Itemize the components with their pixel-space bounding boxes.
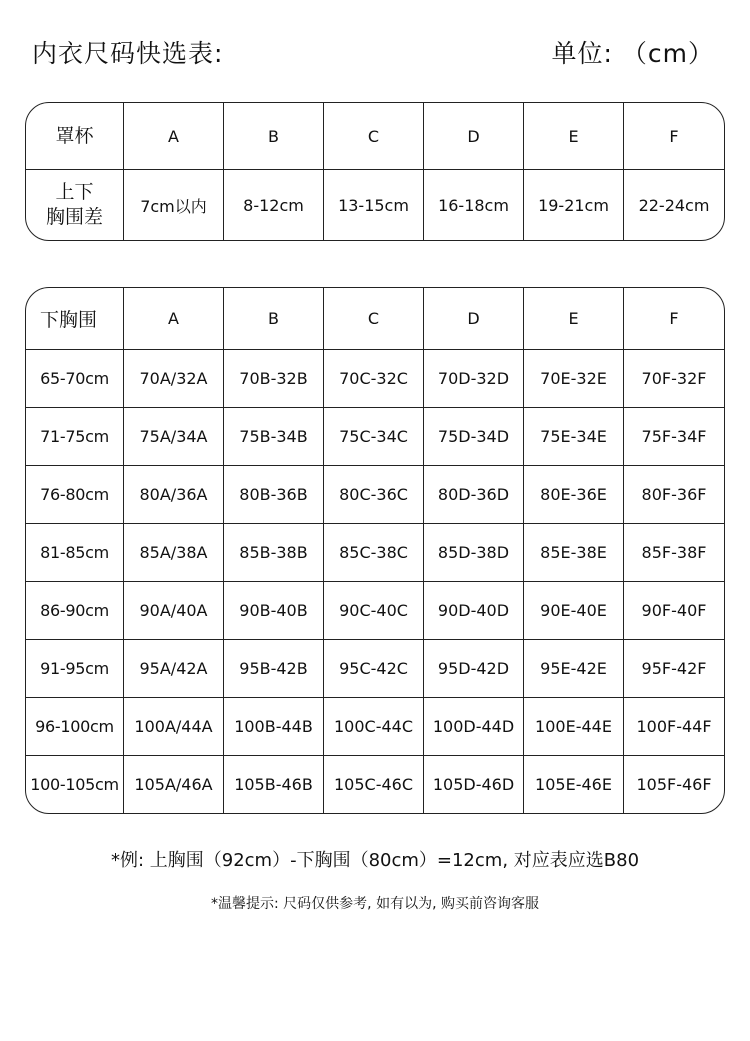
table-row <box>26 524 724 582</box>
size-cell: 105E-46E <box>524 756 624 813</box>
size-cell: 95F-42F <box>624 640 724 698</box>
size-cell: 80D-36D <box>424 466 524 524</box>
size-cell: 105B-46B <box>224 756 324 813</box>
cup-column-header: E <box>524 288 624 350</box>
cup-difference-table <box>25 102 725 241</box>
table-row <box>26 582 724 640</box>
size-cell: 105D-46D <box>424 756 524 813</box>
band-cell: 86-90cm <box>26 582 124 640</box>
band-cell: 76-80cm <box>26 466 124 524</box>
difference-cell: 7cm以内 <box>124 170 224 240</box>
page-title: 内衣尺码快选表: <box>32 39 224 68</box>
band-cell: 71-75cm <box>26 408 124 466</box>
size-cell: 95B-42B <box>224 640 324 698</box>
size-cell: 80A/36A <box>124 466 224 524</box>
size-cell: 75C-34C <box>324 408 424 466</box>
size-cell: 70D-32D <box>424 350 524 408</box>
size-cell: 105A/46A <box>124 756 224 813</box>
cup-column-header: A <box>124 288 224 350</box>
size-cell: 85B-38B <box>224 524 324 582</box>
size-cell: 75A/34A <box>124 408 224 466</box>
size-cell: 105C-46C <box>324 756 424 813</box>
cup-column-header: C <box>324 288 424 350</box>
size-cell: 100A/44A <box>124 698 224 756</box>
size-cell: 85E-38E <box>524 524 624 582</box>
cup-column-header: B <box>224 288 324 350</box>
size-cell: 85C-38C <box>324 524 424 582</box>
size-cell: 80B-36B <box>224 466 324 524</box>
difference-cell: 16-18cm <box>424 170 524 240</box>
cup-row-label: 罩杯 <box>26 103 124 170</box>
size-cell: 80E-36E <box>524 466 624 524</box>
cup-cell: E <box>524 103 624 170</box>
band-cell: 91-95cm <box>26 640 124 698</box>
size-table <box>25 287 725 814</box>
size-cell: 100D-44D <box>424 698 524 756</box>
cup-cell: D <box>424 103 524 170</box>
tip-note: *温馨提示: 尺码仅供参考, 如有以为, 购买前咨询客服 <box>211 896 539 912</box>
table-row <box>26 756 724 813</box>
size-cell: 75E-34E <box>524 408 624 466</box>
difference-cell: 22-24cm <box>638 195 710 215</box>
difference-row-label <box>26 170 124 240</box>
band-cell: 96-100cm <box>26 698 124 756</box>
size-cell: 90B-40B <box>224 582 324 640</box>
size-cell: 75F-34F <box>624 408 724 466</box>
cup-cell: F <box>624 103 724 170</box>
difference-cell: 19-21cm <box>524 170 624 240</box>
size-cell: 70E-32E <box>524 350 624 408</box>
size-cell: 80C-36C <box>324 466 424 524</box>
difference-label-line2: 胸围差 <box>45 206 103 228</box>
difference-cell: 8-12cm <box>224 170 324 240</box>
table-row <box>26 466 724 524</box>
difference-label-line1: 上下 <box>55 181 94 203</box>
size-cell: 70A/32A <box>124 350 224 408</box>
size-cell: 95C-42C <box>324 640 424 698</box>
size-cell: 75D-34D <box>424 408 524 466</box>
difference-cell: 13-15cm <box>324 170 424 240</box>
example-note: *例: 上胸围（92cm）-下胸围（80cm）=12cm, 对应表应选B80 <box>110 850 640 871</box>
unit-label: 单位: （cm） <box>551 39 714 68</box>
size-cell: 75B-34B <box>224 408 324 466</box>
cup-cell: B <box>224 103 324 170</box>
size-cell: 70C-32C <box>324 350 424 408</box>
size-cell: 95A/42A <box>124 640 224 698</box>
cup-column-header: D <box>424 288 524 350</box>
table-row <box>26 698 724 756</box>
size-cell: 100E-44E <box>524 698 624 756</box>
table-row <box>26 640 724 698</box>
band-cell: 81-85cm <box>26 524 124 582</box>
size-cell: 85A/38A <box>124 524 224 582</box>
size-cell: 90E-40E <box>524 582 624 640</box>
table-row <box>26 350 724 408</box>
cup-row <box>26 103 724 170</box>
size-cell: 95D-42D <box>424 640 524 698</box>
size-cell: 85F-38F <box>624 524 724 582</box>
size-cell: 95E-42E <box>524 640 624 698</box>
band-cell: 65-70cm <box>26 350 124 408</box>
size-cell: 80F-36F <box>624 466 724 524</box>
band-cell: 100-105cm <box>26 756 124 813</box>
size-cell: 90D-40D <box>424 582 524 640</box>
size-cell: 70B-32B <box>224 350 324 408</box>
size-cell: 100B-44B <box>224 698 324 756</box>
difference-row <box>26 170 724 240</box>
cup-cell: A <box>124 103 224 170</box>
size-cell: 90F-40F <box>624 582 724 640</box>
size-cell: 70F-32F <box>624 350 724 408</box>
band-column-header: 下胸围 <box>26 288 124 350</box>
size-cell: 85D-38D <box>424 524 524 582</box>
size-table-header-row <box>26 288 724 350</box>
cup-cell: C <box>324 103 424 170</box>
size-cell: 100C-44C <box>324 698 424 756</box>
size-cell: 90C-40C <box>324 582 424 640</box>
size-cell: 100F-44F <box>624 698 724 756</box>
table-row <box>26 408 724 466</box>
size-cell: 90A/40A <box>124 582 224 640</box>
cup-column-header: F <box>624 288 724 350</box>
size-cell: 105F-46F <box>636 775 712 794</box>
